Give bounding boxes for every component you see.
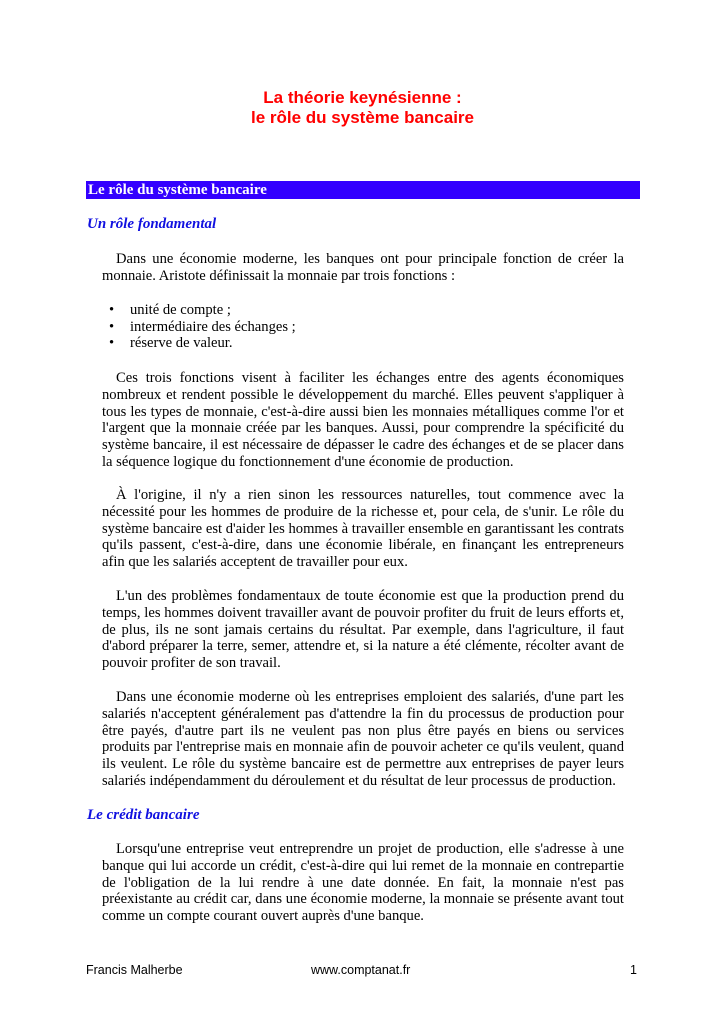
- title-line-1: La théorie keynésienne :: [263, 88, 462, 107]
- section-bar: Le rôle du système bancaire: [86, 181, 640, 199]
- footer-page-number: 1: [630, 963, 637, 977]
- list-item: [102, 335, 296, 352]
- bullet-icon: •: [109, 302, 115, 318]
- paragraph: L'un des problèmes fondamentaux de toute économie est que la production prend du temps, les hommes doivent travailler avant de pouvoir profiter du fruit de leurs efforts et, de plus, ils ne sont jamais certains du résultat. Par exemple, dans l'agriculture, il faut d'abord préparer la terre, semer, attendre et, si la nature a été clémente, récolter avant de pouvoir profiter de son travail.: [102, 588, 624, 672]
- bullet-list: [102, 302, 296, 352]
- bullet-icon: •: [109, 318, 115, 335]
- paragraph: Dans une économie moderne, les banques ont pour principale fonction de créer la monnaie. Aristote définissait la monnaie par trois fonctions :: [102, 251, 624, 284]
- list-item-text: réserve de valeur.: [130, 335, 233, 352]
- list-item: [102, 302, 296, 319]
- list-item-text: unité de compte ;: [130, 302, 231, 318]
- document-title: [0, 88, 725, 128]
- bullet-icon: •: [109, 335, 115, 352]
- heading-un-role-fondamental: Un rôle fondamental: [87, 216, 217, 232]
- list-item-text: intermédiaire des échanges ;: [130, 318, 296, 335]
- paragraph: Ces trois fonctions visent à faciliter les échanges entre des agents économiques nombreux et rendent possible le développement du marché. Elles peuvent s'appliquer à tous les types de monnaie, c'est-à-dire aussi bien les monnaies métalliques comme l'or et l'argent que la monnaie créée par les banques. Aussi, pour comprendre la spécificité du système bancaire, il est nécessaire de dépasser le cadre des échanges et de se placer dans la séquence logique du fonctionnement d'une économie de production.: [102, 370, 624, 470]
- paragraph: Dans une économie moderne où les entreprises emploient des salariés, d'une part les salariés n'acceptent généralement pas d'attendre la fin du processus de production pour être payés, d'autre part ils ne veulent pas non plus être payés en biens ou services produits par l'entreprise mais en monnaie afin de pouvoir acheter ce qu'ils veulent, quand ils veulent. Le rôle du système bancaire est de permettre aux entreprises de payer leurs salariés indépendamment du déroulement et du résultat de leur processus de production.: [102, 689, 624, 789]
- heading-le-credit-bancaire: Le crédit bancaire: [87, 807, 200, 823]
- footer-website: www.comptanat.fr: [311, 963, 411, 977]
- title-line-2: le rôle du système bancaire: [251, 108, 474, 127]
- list-item: [102, 319, 296, 336]
- paragraph: Lorsqu'une entreprise veut entreprendre un projet de production, elle s'adresse à une banque qui lui accorde un crédit, c'est-à-dire qui lui remet de la monnaie en contrepartie de l'obligation de la lui rendre à une date donnée. En fait, la monnaie n'est pas préexistante au crédit car, dans une économie moderne, la monnaie se présente avant tout comme un compte courant ouvert auprès d'une banque.: [102, 841, 624, 925]
- footer-author: Francis Malherbe: [86, 963, 183, 977]
- paragraph: À l'origine, il n'y a rien sinon les ressources naturelles, tout commence avec la nécessité pour les hommes de produire de la richesse et, pour cela, de s'unir. Le rôle du système bancaire est d'aider les hommes à travailler ensemble en garantissant les contrats qu'ils passent, c'est-à-dire, dans une économie libérale, en finançant les entrepreneurs afin que les salariés acceptent de travailler pour eux.: [102, 487, 624, 571]
